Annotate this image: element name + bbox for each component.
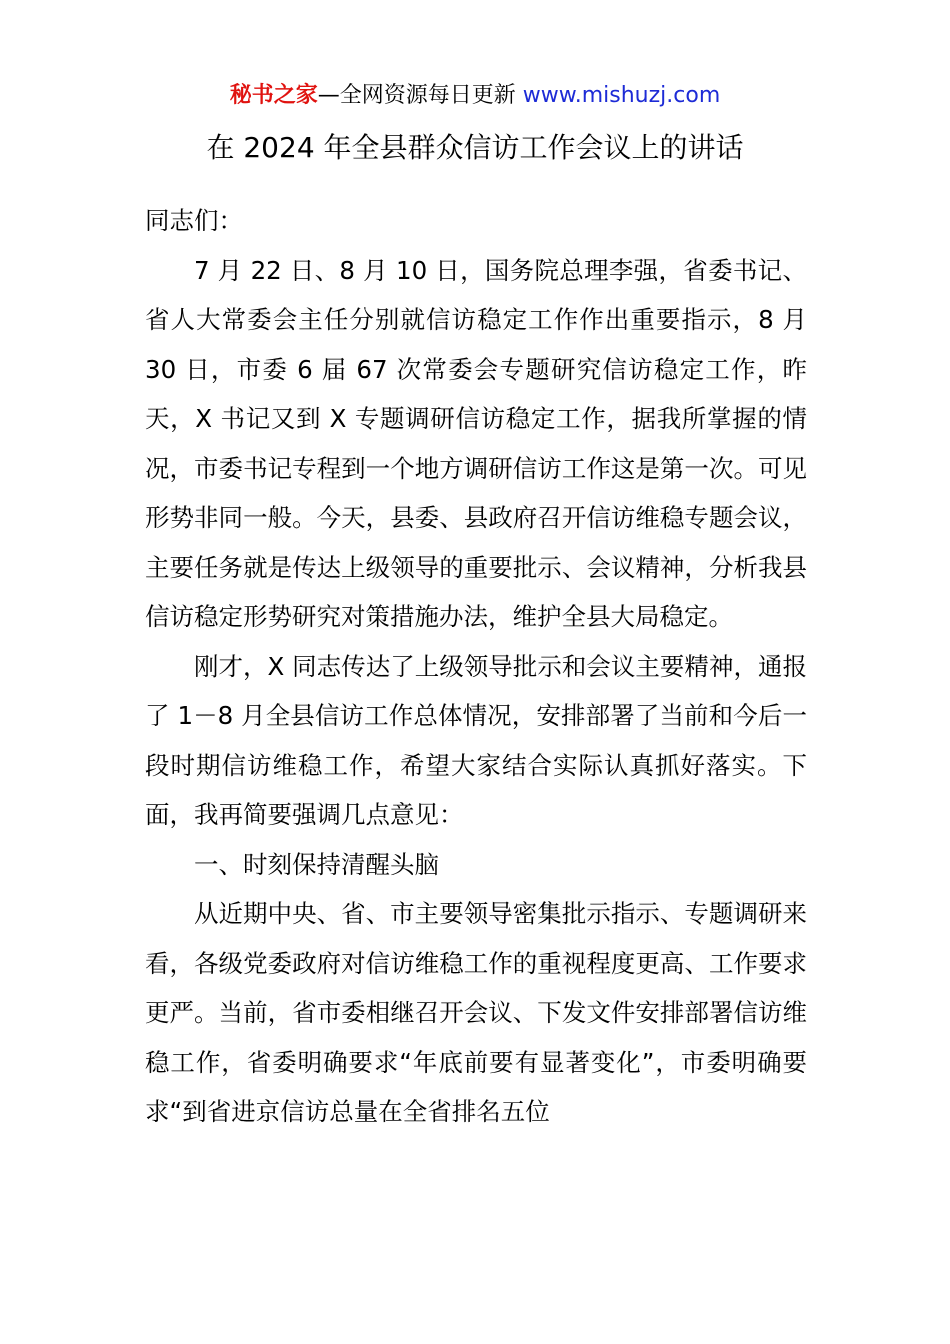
- site-header: [0, 80, 950, 112]
- document-title: 在 2024 年全县群众信访工作会议上的讲话: [206, 131, 744, 164]
- salutation: 同志们：: [145, 206, 243, 235]
- header-tagline: —全网资源每日更新: [317, 83, 523, 108]
- document-body: [145, 196, 807, 1137]
- paragraph: 从近期中央、省、市主要领导密集批示指示、专题调研来看，各级党委政府对信访维稳工作的重视程度更高、工作要求更严。当前，省市委相继召开会议、下发文件安排部署信访维稳工作，省委明确要求“年底前要有显著变化”，市委明确要求“到省进京信访总量在全省排名五位: [145, 899, 807, 1126]
- paragraph: 7 月 22 日、8 月 10 日，国务院总理李强，省委书记、省人大常委会主任分别就信访稳定工作作出重要指示，8 月 30 日，市委 6 届 67 次常委会专题研究信访稳定工作，昨天，X 书记又到 X 专题调研信访稳定工作，据我所掌握的情况，市委书记专程到一个地方调研信访工作这是第一次。可见形势非同一般。今天，县委、县政府召开信访维稳专题会议，主要任务就是传达上级领导的重要批示、会议精神，分析我县信访稳定形势研究对策措施办法，维护全县大局稳定。: [145, 255, 807, 631]
- paragraph: 刚才，X 同志传达了上级领导批示和会议主要精神，通报了 1－8 月全县信访工作总体情况，安排部署了当前和今后一段时期信访维稳工作，希望大家结合实际认真抓好落实。下面，我再简要强调几点意见：: [145, 651, 807, 829]
- site-url-link[interactable]: www.mishuzj.com: [522, 83, 721, 108]
- section-heading: 一、时刻保持清醒头脑: [194, 849, 439, 879]
- brand-name: 秘书之家: [229, 83, 318, 108]
